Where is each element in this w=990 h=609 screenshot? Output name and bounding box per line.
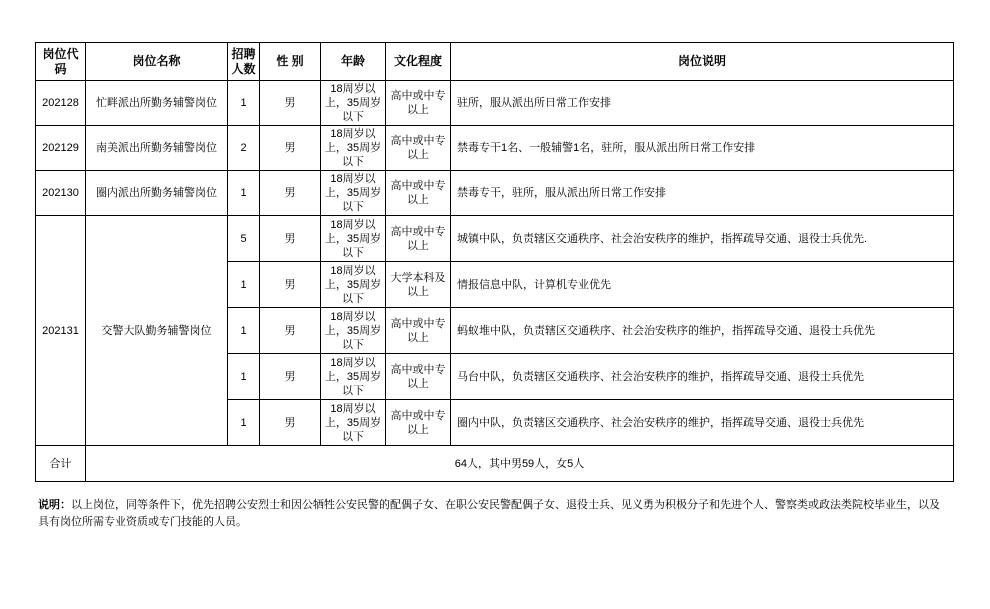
cell-name: 忙畔派出所勤务辅警岗位 (86, 81, 228, 126)
cell-name: 圈内派出所勤务辅警岗位 (86, 171, 228, 216)
cell-description: 驻所，服从派出所日常工作安排 (451, 81, 954, 126)
total-value: 64人，其中男59人，女5人 (86, 446, 954, 482)
cell-count: 5 (228, 216, 260, 262)
footnote-label: 说明： (38, 499, 71, 511)
recruitment-table (35, 42, 954, 482)
cell-gender: 男 (260, 216, 321, 262)
cell-age: 18周岁以上，35周岁以下 (321, 216, 386, 262)
cell-description: 圈内中队，负责辖区交通秩序、社会治安秩序的维护，指挥疏导交通、退役士兵优先 (451, 400, 954, 446)
cell-gender: 男 (260, 126, 321, 171)
header-position-name: 岗位名称 (86, 43, 228, 81)
cell-gender: 男 (260, 262, 321, 308)
cell-education: 高中或中专以上 (386, 81, 451, 126)
header-gender: 性 别 (260, 43, 321, 81)
cell-education: 高中或中专以上 (386, 216, 451, 262)
cell-gender: 男 (260, 308, 321, 354)
cell-count: 1 (228, 354, 260, 400)
cell-age: 18周岁以上，35周岁以下 (321, 262, 386, 308)
cell-description: 城镇中队，负责辖区交通秩序、社会治安秩序的维护，指挥疏导交通、退役士兵优先. (451, 216, 954, 262)
cell-gender: 男 (260, 171, 321, 216)
footnote (38, 497, 941, 531)
header-position-code: 岗位代码 (36, 43, 86, 81)
cell-name: 南美派出所勤务辅警岗位 (86, 126, 228, 171)
cell-education: 高中或中专以上 (386, 171, 451, 216)
table-header-row (36, 43, 954, 81)
cell-code: 202128 (36, 81, 86, 126)
table-row (36, 126, 954, 171)
cell-gender: 男 (260, 81, 321, 126)
cell-count: 2 (228, 126, 260, 171)
cell-count: 1 (228, 171, 260, 216)
cell-education: 高中或中专以上 (386, 400, 451, 446)
cell-age: 18周岁以上，35周岁以下 (321, 171, 386, 216)
header-education: 文化程度 (386, 43, 451, 81)
cell-gender: 男 (260, 400, 321, 446)
cell-description: 情报信息中队，计算机专业优先 (451, 262, 954, 308)
document-page (0, 42, 990, 609)
header-age: 年龄 (321, 43, 386, 81)
cell-description: 禁毒专干1名、一般辅警1名，驻所，服从派出所日常工作安排 (451, 126, 954, 171)
cell-code: 202130 (36, 171, 86, 216)
table-row (36, 81, 954, 126)
cell-age: 18周岁以上，35周岁以下 (321, 126, 386, 171)
cell-education: 大学本科及以上 (386, 262, 451, 308)
header-recruit-count: 招聘人数 (228, 43, 260, 81)
cell-description: 禁毒专干，驻所，服从派出所日常工作安排 (451, 171, 954, 216)
cell-description: 蚂蚁堆中队，负责辖区交通秩序、社会治安秩序的维护，指挥疏导交通、退役士兵优先 (451, 308, 954, 354)
footnote-text: 以上岗位，同等条件下，优先招聘公安烈士和因公牺牲公安民警的配偶子女、在职公安民警配偶子女、退役士兵、见义勇为积极分子和先进个人、警察类或政法类院校毕业生，以及具有岗位所需专业资质或专门技能的人员。 (38, 499, 940, 528)
cell-count: 1 (228, 81, 260, 126)
cell-count: 1 (228, 262, 260, 308)
cell-count: 1 (228, 400, 260, 446)
table-row (36, 171, 954, 216)
cell-age: 18周岁以上，35周岁以下 (321, 354, 386, 400)
cell-age: 18周岁以上，35周岁以下 (321, 400, 386, 446)
cell-gender: 男 (260, 354, 321, 400)
cell-name-merged: 交警大队勤务辅警岗位 (86, 216, 228, 446)
cell-education: 高中或中专以上 (386, 308, 451, 354)
table-total-row (36, 446, 954, 482)
table-row-group-first (36, 216, 954, 262)
cell-education: 高中或中专以上 (386, 354, 451, 400)
header-description: 岗位说明 (451, 43, 954, 81)
cell-age: 18周岁以上，35周岁以下 (321, 81, 386, 126)
cell-code-merged: 202131 (36, 216, 86, 446)
cell-education: 高中或中专以上 (386, 126, 451, 171)
total-label: 合计 (36, 446, 86, 482)
cell-code: 202129 (36, 126, 86, 171)
cell-count: 1 (228, 308, 260, 354)
cell-description: 马台中队，负责辖区交通秩序、社会治安秩序的维护，指挥疏导交通、退役士兵优先 (451, 354, 954, 400)
cell-age: 18周岁以上，35周岁以下 (321, 308, 386, 354)
